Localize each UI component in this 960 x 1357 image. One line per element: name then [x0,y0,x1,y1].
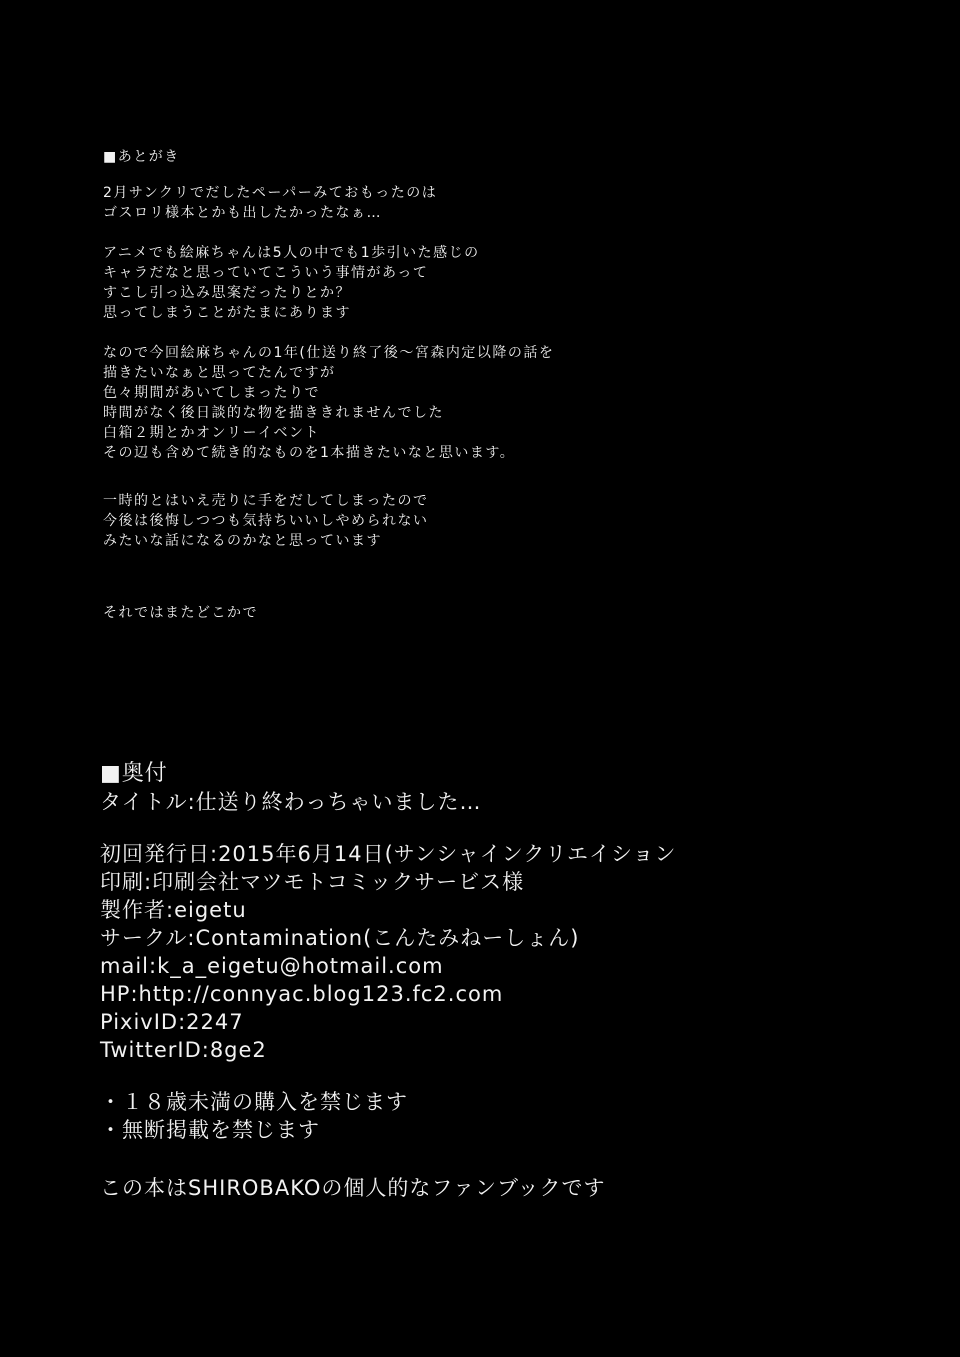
afterword-heading: ■あとがき [103,149,180,165]
colophon-section [100,760,900,1202]
afterword-section [103,147,863,643]
homepage-url: HP:http://connyac.blog123.fc2.com [100,982,504,1006]
afterword-line: 一時的とはいえ売りに手をだしてしまったので [103,493,429,509]
contact-email: mail:k_a_eigetu@hotmail.com [100,954,444,978]
afterword-line: ゴスロリ様本とかも出したかったなぁ… [103,205,382,221]
afterword-line: 2月サンクリでだしたペーパーみておもったのは [103,185,438,201]
colophon-header [100,760,900,816]
printer: 印刷:印刷会社マツモトコミックサービス様 [100,870,525,894]
colophon-details [100,840,900,1064]
author: 製作者:eigetu [100,898,247,922]
afterword-line: アニメでも絵麻ちゃんは5人の中でも1歩引いた感じの [103,245,480,261]
twitter-id: TwitterID:8ge2 [100,1038,267,1062]
circle: サークル:Contamination(こんたみねーしょん) [100,926,580,950]
afterword-line: キャラだなと思っていてこういう事情があって [103,265,429,281]
afterword-line: 白箱２期とかオンリーイベント [103,425,320,441]
colophon-heading: ■奥付 [100,761,168,786]
afterword-line: 色々期間があいてしまったりで [103,385,320,401]
afterword-paragraph [103,343,863,463]
afterword-paragraph [103,243,863,323]
afterword-line: それではまたどこかで [103,605,258,621]
afterword-line: みたいな話になるのかなと思っています [103,533,382,549]
colophon-title: タイトル:仕送り終わっちゃいました… [100,790,482,814]
publication-date: 初回発行日:2015年6月14日(サンシャインクリエイション [100,842,677,866]
afterword-line: その辺も含めて続き的なものを1本描きたいなと思います。 [103,445,516,461]
fanbook-disclaimer [100,1174,900,1202]
afterword-line: 今後は後悔しつつも気持ちいいしやめられない [103,513,429,529]
colophon-notices [100,1088,900,1144]
afterword-line: なので今回絵麻ちゃんの1年(仕送り終了後〜宮森内定以降の話を [103,345,555,361]
no-reprint-notice: ・無断掲載を禁じます [100,1118,320,1142]
afterword-line: 思ってしまうことがたまにあります [103,305,351,321]
fanbook-disclaimer-text: この本はSHIROBAKOの個人的なファンブックです [100,1176,606,1200]
afterword-line: 描きたいなぁと思ってたんですが [103,365,336,381]
afterword-line: 時間がなく後日談的な物を描ききれませんでした [103,405,444,421]
afterword-line: すこし引っ込み思案だったりとか？ [103,285,351,301]
age-restriction-notice: ・１８歳未満の購入を禁じます [100,1090,408,1114]
pixiv-id: PixivID:2247 [100,1010,244,1034]
afterword-paragraph [103,491,863,551]
afterword-closing [103,603,863,623]
afterword-paragraph [103,183,863,223]
